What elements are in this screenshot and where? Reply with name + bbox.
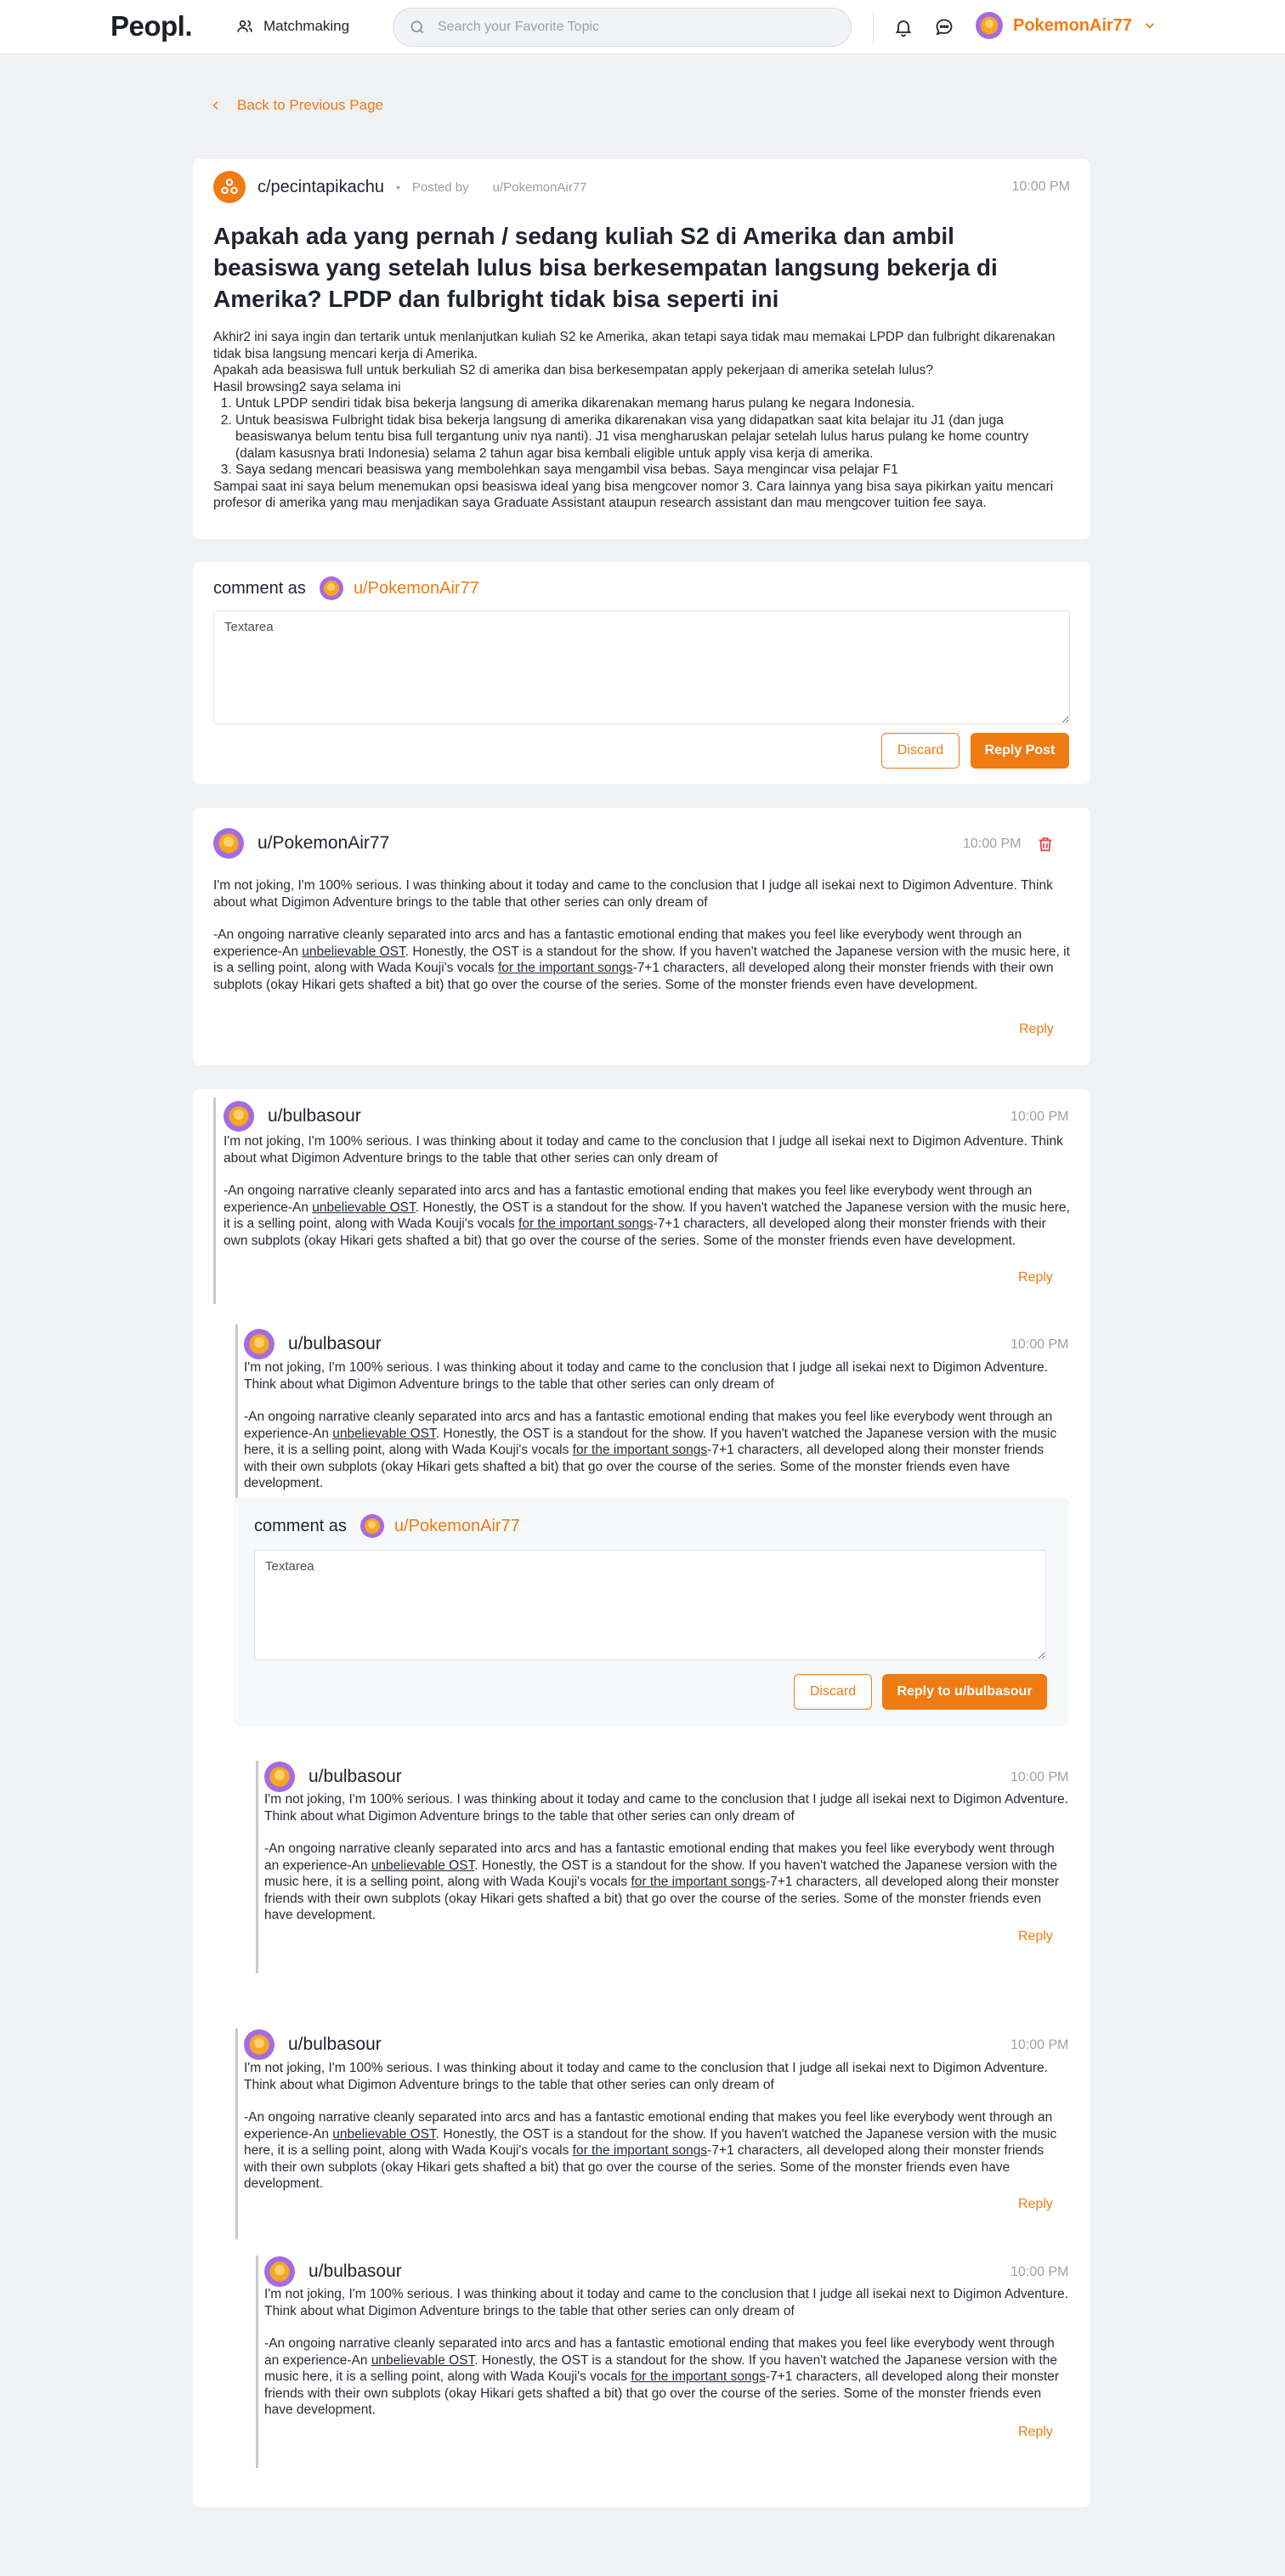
avatar <box>264 1762 295 1792</box>
comment-as-user[interactable]: u/PokemonAir77 <box>393 1516 520 1535</box>
comment-username[interactable]: u/bulbasour <box>288 2034 382 2054</box>
comment-body <box>224 1133 1070 1249</box>
comment-paragraph <box>224 1183 1070 1249</box>
logo[interactable]: Peopl. <box>110 10 193 42</box>
comment-header <box>264 1762 402 1792</box>
comment-username[interactable]: u/bulbasour <box>268 1106 361 1126</box>
text-run: -An ongoing narrative cleanly separated into arcs and has a fantastic emotional ending that makes you feel like everybody went through an experience-An <box>244 2110 1053 2142</box>
songs-link[interactable]: for the important songs <box>518 1217 654 1231</box>
comment-body <box>264 1791 1070 1924</box>
ost-link[interactable]: unbelievable OST <box>332 1426 436 1441</box>
text-run: -7+1 characters, all developed along their monster friends with their own subplots (okay Hikari gets shafted a bit) that go over the course of the series. Some of the monster friends even have development. <box>213 961 1054 992</box>
songs-link[interactable]: for the important songs <box>572 2143 708 2158</box>
ost-link[interactable]: unbelievable OST <box>332 2126 436 2142</box>
comment-header <box>264 2256 402 2287</box>
comment-as-label: comment as <box>213 578 306 598</box>
avatar <box>360 1514 384 1538</box>
comment-paragraph: I'm not joking, I'm 100% serious. I was thinking about it today and came to the conclusion that I judge all isekai next to Digimon Adventure. Think about what Digimon Adventure brings to the table that other series can only dream of <box>213 878 1053 910</box>
avatar <box>264 2256 295 2287</box>
text-run: . Honestly, the OST is a standout for the show. If you haven't watched the Japanese version with the music here, it is a selling point, along with Wada Kouji's vocals <box>264 1858 1057 1889</box>
comment-header <box>213 828 389 859</box>
reply-form <box>234 1497 1069 1727</box>
comment-body <box>213 877 1070 993</box>
comment-as-label: comment as <box>254 1516 347 1535</box>
reply-button[interactable]: Reply <box>1018 1929 1053 1943</box>
comment-as-row <box>213 576 479 600</box>
community-icon[interactable] <box>213 171 246 203</box>
comment-time: 10:00 PM <box>1010 1337 1069 1352</box>
comment-paragraph: I'm not joking, I'm 100% serious. I was thinking about it today and came to the conclusion that I judge all isekai next to Digimon Adventure. Think about what Digimon Adventure brings to the table that other series can only dream of <box>244 1360 1048 1392</box>
back-link[interactable] <box>210 97 383 114</box>
text-run: . Honestly, the OST is a standout for the show. If you haven't watched the Japanese version with the music here, it is a selling point, along with Wada Kouji's vocals <box>244 2126 1057 2158</box>
text-run: -An ongoing narrative cleanly separated into arcs and has a fantastic emotional ending that makes you feel like everybody went through an experience-An <box>213 928 1022 959</box>
post-paragraph: Akhir2 ini saya ingin dan tertarik untuk menlanjutkan kuliah S2 ke Amerika, akan tetapi saya tidak mau memakai LPDP dan fulbright dikarenakan tidak bisa langsung mencari kerja di Amerika. <box>213 330 1056 361</box>
avatar <box>244 2029 275 2060</box>
reply-button[interactable]: Reply <box>1018 2425 1053 2439</box>
text-run: -An ongoing narrative cleanly separated into arcs and has a fantastic emotional ending that makes you feel like everybody went through an experience-An <box>264 1841 1055 1873</box>
text-run: . Honestly, the OST is a standout for the show. If you haven't watched the Japanese version with the music here, it is a selling point, along with Wada Kouji's vocals <box>213 944 1070 975</box>
comment-as-row <box>254 1514 520 1538</box>
text-run: -7+1 characters, all developed along their monster friends with their own subplots (okay Hikari gets shafted a bit) that go over the course of the series. Some of the monster friends even have development. <box>224 1217 1046 1248</box>
text-run: -7+1 characters, all developed along their monster friends with their own subplots (okay Hikari gets shafted a bit) that go over the course of the series. Some of the monster friends even have development. <box>244 1443 1044 1490</box>
avatar <box>976 12 1003 39</box>
comment-header <box>244 2029 382 2060</box>
songs-link[interactable]: for the important songs <box>631 2369 766 2384</box>
comment-body <box>244 1359 1070 1492</box>
trash-icon[interactable] <box>1036 835 1055 854</box>
comment-username[interactable]: u/bulbasour <box>288 1334 382 1353</box>
text-run: -An ongoing narrative cleanly separated into arcs and has a fantastic emotional ending that makes you feel like everybody went through an experience-An <box>224 1183 1033 1215</box>
meta-separator: • <box>395 180 400 194</box>
comment-paragraph <box>213 927 1070 993</box>
avatar <box>320 576 343 600</box>
search-input[interactable] <box>438 20 812 35</box>
post-author[interactable]: u/PokemonAir77 <box>492 179 587 195</box>
ost-link[interactable]: unbelievable OST <box>302 944 405 959</box>
discard-button[interactable]: Discard <box>794 1674 872 1710</box>
thread-line <box>256 2255 258 2468</box>
post-paragraph: Sampai saat ini saya belum menemukan opsi beasiswa ideal yang bisa mengcover nomor 3. Cara lainnya yang bisa saya pikirkan yaitu mencari profesor di amerika yang mau menjadikan saya Graduate Assistant ataupun research assistant dan mau mengcover tuition fee saya. <box>213 479 1054 510</box>
post-title: Apakah ada yang pernah / sedang kuliah S2 di Amerika dan ambil beasiswa yang setelah lulus bisa berkesempatan langsung bekerja di Amerika? LPDP dan fulbright tidak bisa seperti ini <box>213 223 998 312</box>
reply-textarea[interactable] <box>254 1550 1046 1660</box>
chevron-down-icon[interactable] <box>1142 18 1158 33</box>
comment-paragraph <box>244 2109 1070 2193</box>
comment-time: 10:00 PM <box>1010 2265 1069 2279</box>
post-meta <box>213 171 587 203</box>
reply-post-button[interactable]: Reply Post <box>971 733 1069 769</box>
comment-username[interactable]: u/bulbasour <box>309 2261 402 2281</box>
text-run: -7+1 characters, all developed along their monster friends with their own subplots (okay Hikari gets shafted a bit) that go over the course of the series. Some of the monster friends even have development. <box>264 1875 1060 1922</box>
songs-link[interactable]: for the important songs <box>631 1875 766 1889</box>
text-run: -7+1 characters, all developed along their monster friends with their own subplots (okay Hikari gets shafted a bit) that go over the course of the series. Some of the monster friends even have development. <box>264 2369 1060 2417</box>
comment-paragraph <box>244 1409 1070 1492</box>
comment-body <box>264 2286 1070 2419</box>
avatar <box>244 1329 275 1359</box>
header-username: PokemonAir77 <box>1013 15 1133 35</box>
thread-card <box>193 1089 1090 2507</box>
list-item: 1. Untuk LPDP sendiri tidak bisa bekerja langsung di amerika dikarenakan memang harus pulang ke negara Indonesia. <box>235 395 1063 412</box>
chevron-left-icon <box>210 99 222 111</box>
reply-button[interactable]: Reply <box>1019 1022 1054 1036</box>
text-run: -7+1 characters, all developed along their monster friends with their own subplots (okay Hikari gets shafted a bit) that go over the course of the series. Some of the monster friends even have development. <box>244 2143 1044 2191</box>
text-run: . Honestly, the OST is a standout for the show. If you haven't watched the Japanese version with the music here, it is a selling point, along with Wada Kouji's vocals <box>224 1200 1070 1231</box>
thread-line <box>256 1761 258 1973</box>
post-body <box>213 329 1063 512</box>
community-name[interactable]: c/pecintapikachu <box>258 177 384 196</box>
user-menu[interactable] <box>976 12 1158 39</box>
comment-paragraph <box>264 1841 1070 1924</box>
thread-line <box>235 1325 238 1498</box>
ost-link[interactable]: unbelievable OST <box>371 1858 475 1873</box>
text-run: -An ongoing narrative cleanly separated into arcs and has a fantastic emotional ending that makes you feel like everybody went through an experience-An <box>264 2336 1055 2368</box>
comment-textarea[interactable] <box>213 610 1070 724</box>
search-bar[interactable] <box>393 8 852 47</box>
comment-time: 10:00 PM <box>963 837 1022 851</box>
bell-icon[interactable] <box>893 17 914 37</box>
comment-time: 10:00 PM <box>1010 1109 1069 1124</box>
top-navbar <box>0 0 1285 54</box>
reply-button[interactable]: Reply <box>1018 1270 1053 1285</box>
comment-paragraph: I'm not joking, I'm 100% serious. I was thinking about it today and came to the conclusion that I judge all isekai next to Digimon Adventure. Think about what Digimon Adventure brings to the table that other series can only dream of <box>244 2061 1048 2092</box>
post-time: 10:00 PM <box>1011 179 1070 194</box>
comment-card <box>193 808 1090 1065</box>
post-list <box>213 395 1063 479</box>
reply-to-user-button[interactable]: Reply to u/bulbasour <box>882 1674 1047 1710</box>
comment-username[interactable]: u/bulbasour <box>309 1767 402 1786</box>
comment-header <box>224 1101 361 1132</box>
text-run: . Honestly, the OST is a standout for the show. If you haven't watched the Japanese version with the music here, it is a selling point, along with Wada Kouji's vocals <box>264 2352 1057 2384</box>
ost-link[interactable]: unbelievable OST <box>312 1200 416 1215</box>
avatar <box>224 1101 254 1132</box>
avatar <box>213 828 244 859</box>
discard-button[interactable]: Discard <box>881 733 960 769</box>
posted-by-label: Posted by <box>411 179 469 195</box>
comment-body <box>244 2060 1070 2193</box>
thread-line <box>235 2028 238 2239</box>
post-card <box>193 159 1090 539</box>
comment-paragraph: I'm not joking, I'm 100% serious. I was thinking about it today and came to the conclusion that I judge all isekai next to Digimon Adventure. Think about what Digimon Adventure brings to the table that other series can only dream of <box>264 1792 1068 1824</box>
search-icon <box>409 19 426 36</box>
comment-paragraph: I'm not joking, I'm 100% serious. I was thinking about it today and came to the conclusion that I judge all isekai next to Digimon Adventure. Think about what Digimon Adventure brings to the table that other series can only dream of <box>224 1134 1063 1166</box>
post-paragraph: Apakah ada beasiswa full untuk berkuliah S2 di amerika dan bisa berkesempatan apply pekerjaan di amerika setelah lulus? <box>213 363 933 377</box>
comment-form-card <box>193 562 1090 784</box>
comment-as-user[interactable]: u/PokemonAir77 <box>353 578 479 598</box>
comment-header <box>244 1329 382 1359</box>
thread-line <box>213 1098 216 1304</box>
songs-link[interactable]: for the important songs <box>497 961 633 975</box>
comment-username[interactable]: u/PokemonAir77 <box>258 833 390 853</box>
comment-paragraph: I'm not joking, I'm 100% serious. I was thinking about it today and came to the conclusion that I judge all isekai next to Digimon Adventure. Think about what Digimon Adventure brings to the table that other series can only dream of <box>264 2287 1068 2318</box>
comment-paragraph <box>264 2335 1070 2419</box>
users-icon <box>236 18 253 35</box>
reply-button[interactable]: Reply <box>1018 2197 1053 2211</box>
back-label: Back to Previous Page <box>237 97 383 113</box>
chat-icon[interactable] <box>934 17 954 37</box>
matchmaking-link[interactable] <box>236 18 349 35</box>
header-divider <box>873 12 874 43</box>
comment-time: 10:00 PM <box>1010 1770 1069 1784</box>
matchmaking-label: Matchmaking <box>263 18 350 34</box>
ost-link[interactable]: unbelievable OST <box>371 2352 475 2368</box>
text-run: -An ongoing narrative cleanly separated into arcs and has a fantastic emotional ending that makes you feel like everybody went through an experience-An <box>244 1410 1053 1441</box>
comment-time: 10:00 PM <box>1010 2038 1069 2052</box>
list-item: 3. Saya sedang mencari beasiswa yang membolehkan saya mengambil visa bebas. Saya mengincar visa pelajar F1 <box>235 462 1063 479</box>
text-run: . Honestly, the OST is a standout for the show. If you haven't watched the Japanese version with the music here, it is a selling point, along with Wada Kouji's vocals <box>244 1426 1057 1457</box>
post-paragraph: Hasil browsing2 saya selama ini <box>213 379 401 394</box>
songs-link[interactable]: for the important songs <box>572 1443 708 1457</box>
list-item: 2. Untuk beasiswa Fulbright tidak bisa bekerja langsung di amerika dikarenakan visa yang didapatkan saat kita belajar itu J1 (dan juga beasiswanya belum tentu bisa full tergantung univ nya nanti). J1 visa mengharuskan pelajar setelah lulus harus pulang ke home country (dalam kasusnya brati Indonesia) selama 2 tahun agar bisa kembali eligible untuk apply visa kerja di amerika. <box>235 412 1063 462</box>
